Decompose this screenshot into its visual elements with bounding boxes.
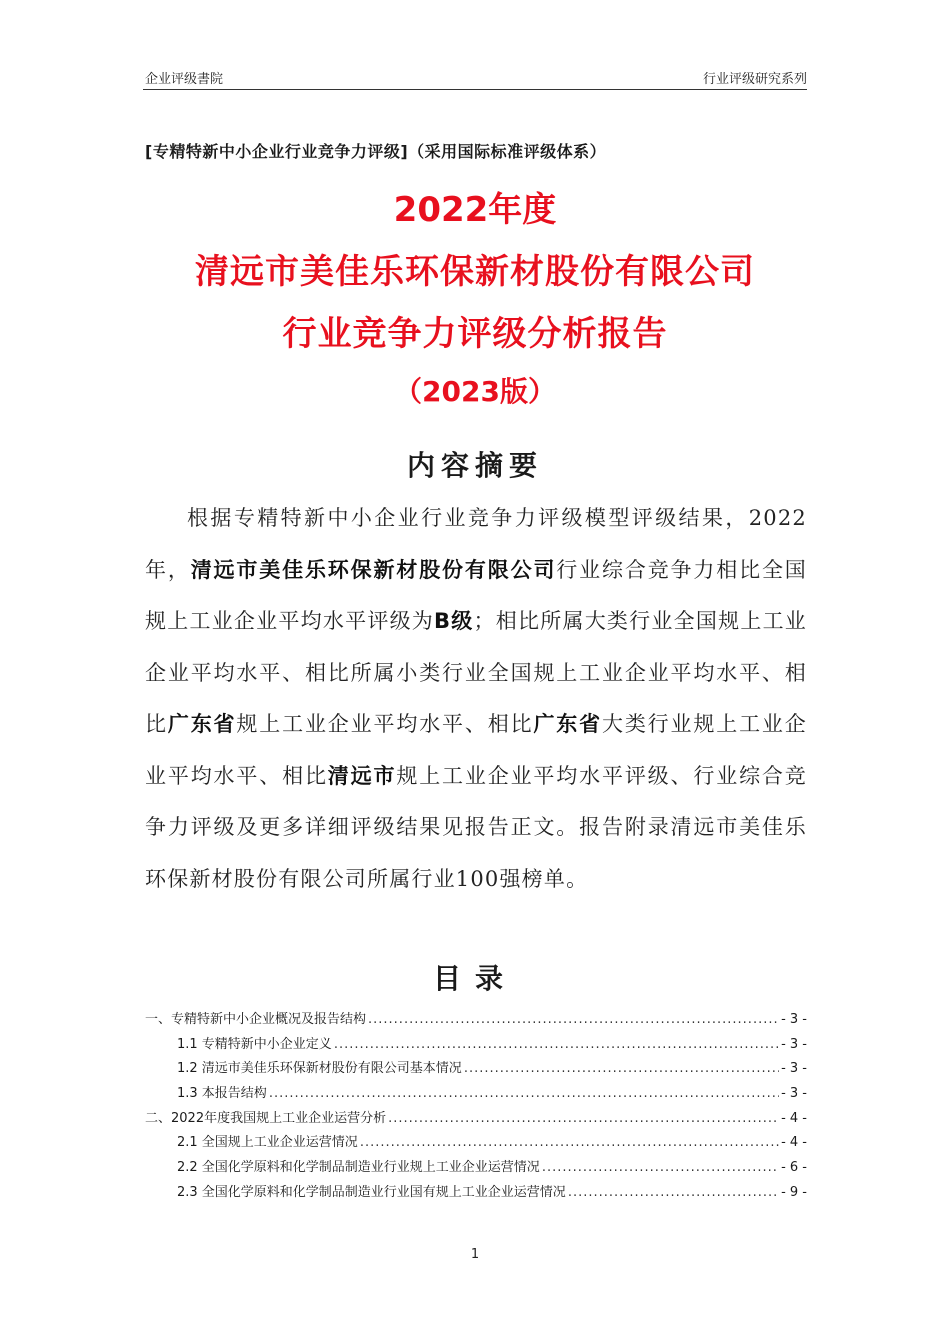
toc-entry-page: - 4 -	[781, 1135, 807, 1151]
running-header-left: 企业评级書院	[145, 72, 224, 87]
running-header-right: 行业评级研究系列	[702, 72, 807, 87]
abstract-text-4: 规上工业企业平均水平、相比	[236, 712, 534, 736]
abstract-heading: 内容摘要	[406, 449, 543, 482]
toc-entry-2[interactable]	[145, 1107, 807, 1132]
page-number: 1	[470, 1247, 480, 1262]
toc-leader-dots	[368, 1008, 779, 1033]
toc-entry-page: - 3 -	[781, 1061, 807, 1077]
abstract-city: 清远市	[327, 763, 397, 788]
toc-entry-page: - 6 -	[781, 1160, 807, 1176]
title-company: 清远市美佳乐环保新材股份有限公司	[195, 252, 755, 292]
toc-entry-2-3[interactable]	[145, 1181, 807, 1206]
toc-leader-dots	[334, 1033, 779, 1058]
toc-entry-label: 2.1 全国规上工业企业运营情况	[177, 1135, 358, 1151]
toc-entry-label: 2.3 全国化学原料和化学制品制造业行业国有规上工业企业运营情况	[177, 1184, 566, 1200]
toc-entry-page: - 9 -	[781, 1184, 807, 1200]
abstract-text-6: 规上工业企业平均水平评级、行业综合竞争力评级及更多详细评级结果见报告正文。报告附录清远市美佳乐环保新材股份有限公司所属行业100强榜单。	[145, 763, 807, 891]
abstract-text-2: 行业综合竞争力相比全国规上工业企业平均水平评级为	[145, 557, 807, 633]
abstract-province-1: 广东省	[167, 712, 237, 736]
abstract-grade: B级	[434, 609, 474, 633]
toc-leader-dots	[388, 1107, 779, 1132]
title-year: 2022年度	[393, 190, 557, 230]
toc-leader-dots	[269, 1082, 779, 1107]
series-line: [专精特新中小企业行业竞争力评级]（采用国际标准评级体系）	[145, 142, 607, 161]
table-of-contents	[145, 1008, 807, 1206]
toc-leader-dots	[568, 1181, 779, 1206]
title-report: 行业竞争力评级分析报告	[282, 314, 668, 354]
toc-entry-label: 1.2 清远市美佳乐环保新材股份有限公司基本情况	[177, 1061, 462, 1077]
toc-entry-label: 二、2022年度我国规上工业企业运营分析	[145, 1110, 387, 1126]
abstract-text-5: 大类行业规上工业企业平均水平、相比	[145, 712, 807, 788]
toc-entry-2-1[interactable]	[145, 1131, 807, 1156]
toc-entry-label: 1.1 专精特新中小企业定义	[177, 1036, 332, 1052]
toc-leader-dots	[542, 1156, 779, 1181]
toc-entry-label: 2.2 全国化学原料和化学制品制造业行业规上工业企业运营情况	[177, 1160, 540, 1176]
abstract-body	[145, 493, 807, 905]
toc-entry-1-3[interactable]	[145, 1082, 807, 1107]
abstract-paragraph	[145, 493, 807, 905]
toc-leader-dots	[464, 1057, 779, 1082]
abstract-company: 清远市美佳乐环保新材股份有限公司	[190, 557, 557, 582]
toc-entry-page: - 4 -	[781, 1110, 807, 1126]
abstract-province-2: 广东省	[533, 712, 602, 736]
toc-entry-page: - 3 -	[781, 1036, 807, 1052]
toc-entry-1-1[interactable]	[145, 1033, 807, 1058]
abstract-text-1: 根据专精特新中小企业行业竞争力评级模型评级结果，2022年，	[145, 506, 807, 582]
abstract-text-3: ；相比所属大类行业全国规上工业企业平均水平、相比所属小类行业全国规上工业企业平均水平、相比	[145, 609, 808, 736]
toc-leader-dots	[360, 1131, 779, 1156]
toc-entry-label: 1.3 本报告结构	[177, 1086, 267, 1102]
toc-entry-1-2[interactable]	[145, 1057, 807, 1082]
header-divider	[143, 89, 807, 90]
title-edition: （2023版）	[394, 375, 556, 408]
toc-entry-page: - 3 -	[781, 1012, 807, 1027]
toc-entry-2-2[interactable]	[145, 1156, 807, 1181]
toc-entry-label: 一、专精特新中小企业概况及报告结构	[145, 1012, 367, 1027]
toc-entry-1[interactable]	[145, 1008, 807, 1033]
toc-heading: 目录	[432, 962, 517, 995]
toc-entry-page: - 3 -	[781, 1086, 807, 1102]
